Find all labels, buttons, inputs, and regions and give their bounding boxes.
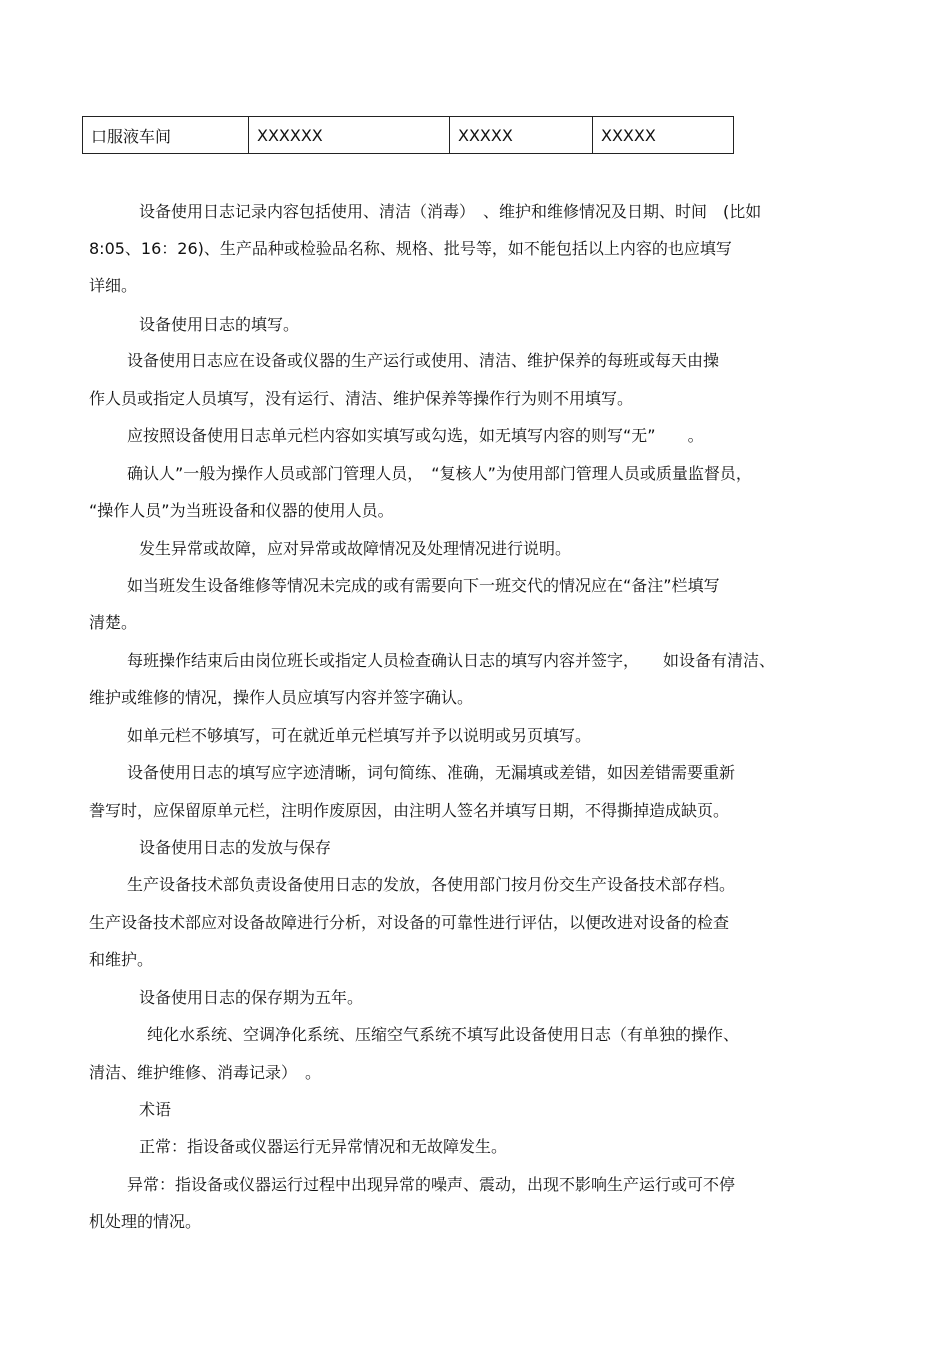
body-line: 如当班发生设备维修等情况未完成的或有需要向下一班交代的情况应在“备注”栏填写 xyxy=(127,576,720,595)
body-line: 设备使用日志的保存期为五年。 xyxy=(139,988,364,1007)
body-line: 纯化水系统、空调净化系统、压缩空气系统不填写此设备使用日志（有单独的操作、 xyxy=(147,1025,740,1044)
body-line: 和维护。 xyxy=(89,950,154,969)
body-line: 应按照设备使用日志单元栏内容如实填写或勾选，如无填写内容的则写“无” 。 xyxy=(127,426,704,445)
body-line: 设备使用日志应在设备或仪器的生产运行或使用、清洁、维护保养的每班或每天由操 xyxy=(127,351,720,370)
body-line: 8:05、16：26)、生产品种或检验品名称、规格、批号等，如不能包括以上内容的也应填写 xyxy=(89,239,732,258)
body-line: 详细。 xyxy=(89,276,138,295)
table-row xyxy=(83,117,734,154)
body-line: 每班操作结束后由岗位班长或指定人员检查确认日志的填写内容并签字， 如设备有清洁、 xyxy=(127,651,776,670)
body-line: 机处理的情况。 xyxy=(89,1212,202,1231)
body-line: 正常：指设备或仪器运行无异常情况和无故障发生。 xyxy=(139,1137,508,1156)
body-line: 生产设备技术部应对设备故障进行分析，对设备的可靠性进行评估，以便改进对设备的检查 xyxy=(89,913,730,932)
body-line: 维护或维修的情况，操作人员应填写内容并签字确认。 xyxy=(89,688,474,707)
body-line: 如单元栏不够填写，可在就近单元栏填写并予以说明或另页填写。 xyxy=(127,726,592,745)
body-line: 确认人”一般为操作人员或部门管理人员， “复核人”为使用部门管理人员或质量监督员， xyxy=(127,464,752,483)
table-cell-workshop: 口服液车间 xyxy=(83,117,249,154)
body-line: 异常：指设备或仪器运行过程中出现异常的噪声、震动，出现不影响生产运行或可不停 xyxy=(127,1175,736,1194)
body-line: 誊写时，应保留原单元栏，注明作废原因，由注明人签名并填写日期，不得撕掉造成缺页。 xyxy=(89,801,730,820)
body-line: 清楚。 xyxy=(89,613,138,632)
section-heading: 设备使用日志的填写。 xyxy=(139,315,300,334)
table-cell: XXXXXX xyxy=(249,117,450,154)
body-line: 设备使用日志记录内容包括使用、清洁（消毒） 、维护和维修情况及日期、时间 (比如 xyxy=(139,202,762,221)
section-heading: 设备使用日志的发放与保存 xyxy=(139,838,332,857)
table-cell: XXXXX xyxy=(450,117,593,154)
workshop-table xyxy=(82,116,734,154)
body-line: 发生异常或故障，应对异常或故障情况及处理情况进行说明。 xyxy=(139,539,572,558)
section-heading: 术语 xyxy=(139,1100,172,1119)
body-line: 设备使用日志的填写应字迹清晰，词句简练、准确，无漏填或差错，如因差错需要重新 xyxy=(127,763,736,782)
body-line: 清洁、维护维修、消毒记录） 。 xyxy=(89,1063,322,1082)
table-cell: XXXXX xyxy=(593,117,734,154)
body-line: 作人员或指定人员填写，没有运行、清洁、维护保养等操作行为则不用填写。 xyxy=(89,389,634,408)
body-line: “操作人员”为当班设备和仪器的使用人员。 xyxy=(89,501,394,520)
body-line: 生产设备技术部负责设备使用日志的发放，各使用部门按月份交生产设备技术部存档。 xyxy=(127,875,736,894)
